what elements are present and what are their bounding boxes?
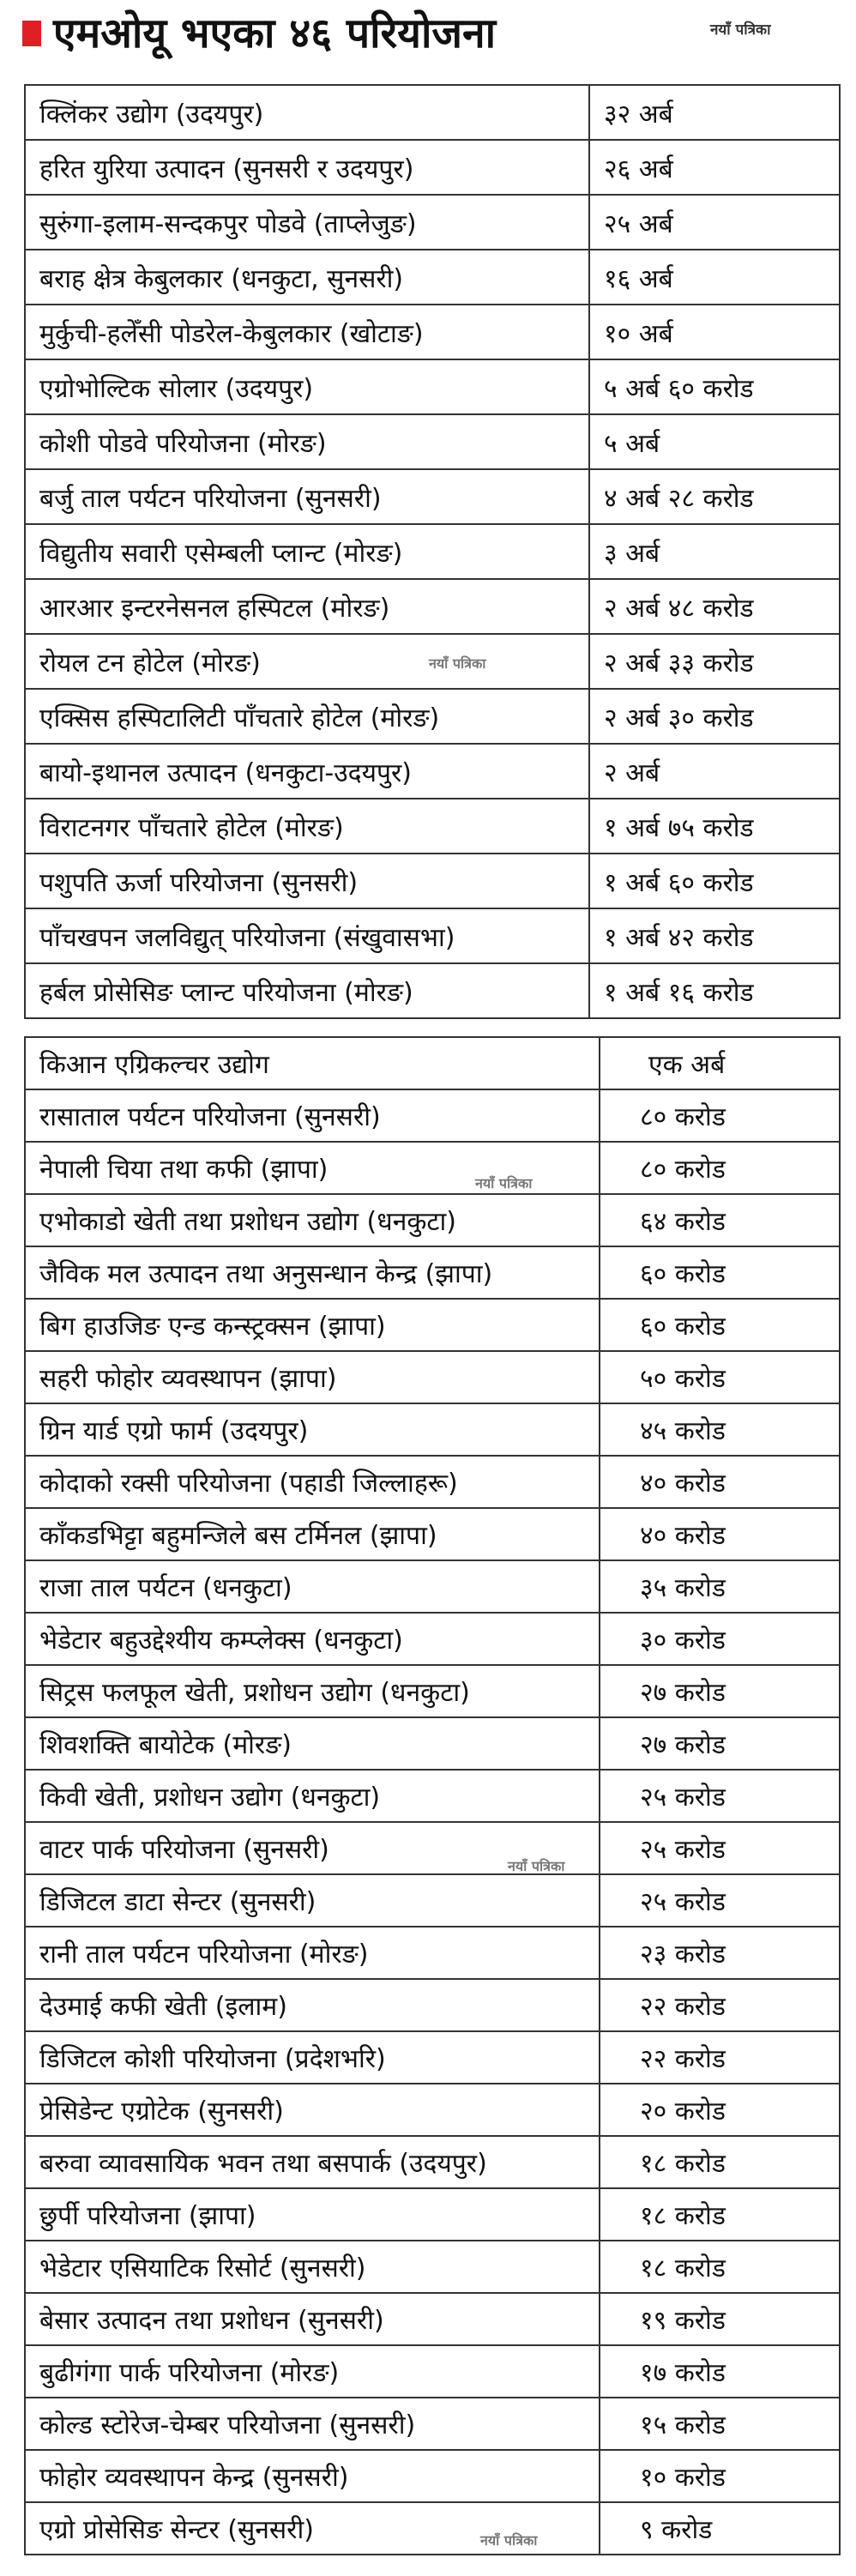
project-name-cell: विद्युतीय सवारी एसेम्बली प्लान्ट (मोरङ) <box>25 524 589 579</box>
table-row <box>25 2502 840 2555</box>
table-row <box>25 2084 840 2136</box>
page-title: एमओयू भएका ४६ परियोजना <box>53 9 497 57</box>
table-row <box>25 799 840 854</box>
project-name-cell: सहरी फोहोर व्यवस्थापन (झापा) <box>25 1351 600 1403</box>
project-name-cell: जैविक मल उत्पादन तथा अनुसन्धान केन्द्र (झापा) <box>25 1246 600 1299</box>
investment-amount-cell: ४५ करोड <box>600 1403 840 1456</box>
project-name-cell: सुरुंगा-इलाम-सन्दकपुर पोडवे (ताप्लेजुङ) <box>25 195 589 250</box>
investment-amount-cell: ६४ करोड <box>600 1194 840 1246</box>
project-name-cell: राजा ताल पर्यटन (धनकुटा) <box>25 1560 600 1613</box>
table-row <box>25 1665 840 1717</box>
project-name-cell: भेडेटार एसियाटिक रिसोर्ट (सुनसरी) <box>25 2241 600 2293</box>
table-row <box>25 250 840 305</box>
investment-amount-cell: १ अर्ब ४२ करोड <box>589 908 840 963</box>
investment-amount-cell: २५ करोड <box>600 1874 840 1927</box>
table-row <box>25 1613 840 1665</box>
investment-amount-cell: ४० करोड <box>600 1456 840 1508</box>
project-name-cell: हरित युरिया उत्पादन (सुनसरी र उदयपुर) <box>25 140 589 195</box>
table-row <box>25 744 840 799</box>
investment-amount-cell: २७ करोड <box>600 1717 840 1770</box>
investment-amount-cell: ५ अर्ब ६० करोड <box>589 359 840 414</box>
investment-amount-cell: १ अर्ब ७५ करोड <box>589 799 840 854</box>
project-name-cell: बायो-इथानल उत्पादन (धनकुटा-उदयपुर) <box>25 744 589 799</box>
table-row <box>25 359 840 414</box>
project-name-cell: एग्रो प्रोसेसिङ सेन्टर (सुनसरी) <box>25 2502 600 2555</box>
investment-amount-cell: २२ करोड <box>600 2031 840 2084</box>
project-name-cell: कोल्ड स्टोरेज-चेम्बर परियोजना (सुनसरी) <box>25 2398 600 2450</box>
table-row <box>25 908 840 963</box>
table-row <box>25 963 840 1018</box>
investment-amount-cell: १५ करोड <box>600 2398 840 2450</box>
table-row <box>25 2188 840 2241</box>
investment-amount-cell: २० करोड <box>600 2084 840 2136</box>
project-name-cell: बरुवा व्यावसायिक भवन तथा बसपार्क (उदयपुर) <box>25 2136 600 2188</box>
watermark: नयाँ पत्रिका <box>475 1175 533 1191</box>
investment-amount-cell: २ अर्ब ३० करोड <box>589 689 840 744</box>
table-row <box>25 689 840 744</box>
table-row <box>25 1927 840 1979</box>
project-name-cell: शिवशक्ति बायोटेक (मोरङ) <box>25 1717 600 1770</box>
watermark: नयाँ पत्रिका <box>429 655 486 672</box>
project-name-cell: कोदाको रक्सी परियोजना (पहाडी जिल्लाहरू) <box>25 1456 600 1508</box>
project-name-cell: बेसार उत्पादन तथा प्रशोधन (सुनसरी) <box>25 2293 600 2345</box>
project-name-cell: भेडेटार बहुउद्देश्यीय कम्प्लेक्स (धनकुटा) <box>25 1613 600 1665</box>
table-row <box>25 2450 840 2502</box>
project-name-cell: देउमाई कफी खेती (इलाम) <box>25 1979 600 2031</box>
investment-amount-cell: २२ करोड <box>600 1979 840 2031</box>
investment-amount-cell: १८ करोड <box>600 2136 840 2188</box>
table-row <box>25 1508 840 1560</box>
table-row <box>25 195 840 250</box>
table-row <box>25 1770 840 1822</box>
project-name-cell: आरआर इन्टरनेसनल हस्पिटल (मोरङ) <box>25 579 589 634</box>
project-name-cell: प्रेसिडेन्ट एग्रोटेक (सुनसरी) <box>25 2084 600 2136</box>
table-row <box>25 85 840 140</box>
investment-amount-cell: १० करोड <box>600 2450 840 2502</box>
investment-amount-cell: ५ अर्ब <box>589 414 840 469</box>
watermark: नयाँ पत्रिका <box>480 2532 538 2549</box>
table-row <box>25 1194 840 1246</box>
projects-table-crore <box>24 1036 841 2555</box>
project-name-cell: एग्रोभोल्टिक सोलार (उदयपुर) <box>25 359 589 414</box>
project-name-cell: सिट्रस फलफूल खेती, प्रशोधन उद्योग (धनकुटा) <box>25 1665 600 1717</box>
project-name-cell: बर्जु ताल पर्यटन परियोजना (सुनसरी) <box>25 469 589 524</box>
table-row <box>25 1351 840 1403</box>
table-row <box>25 1456 840 1508</box>
project-name-cell: किआन एग्रिकल्चर उद्योग <box>25 1037 600 1089</box>
project-name-cell: पशुपति ऊर्जा परियोजना (सुनसरी) <box>25 854 589 908</box>
header <box>0 0 856 67</box>
project-name-cell: रासाताल पर्यटन परियोजना (सुनसरी) <box>25 1089 600 1142</box>
investment-amount-cell: ८० करोड <box>600 1142 840 1194</box>
investment-amount-cell: २७ करोड <box>600 1665 840 1717</box>
investment-amount-cell: २५ अर्ब <box>589 195 840 250</box>
project-name-cell: एक्सिस हस्पिटालिटी पाँचतारे होटेल (मोरङ) <box>25 689 589 744</box>
investment-amount-cell: १८ करोड <box>600 2188 840 2241</box>
investment-amount-cell: ८० करोड <box>600 1089 840 1142</box>
investment-amount-cell: ३ अर्ब <box>589 524 840 579</box>
investment-amount-cell: ३० करोड <box>600 1613 840 1665</box>
table-row <box>25 414 840 469</box>
table-row <box>25 2136 840 2188</box>
project-name-cell: छुर्पी परियोजना (झापा) <box>25 2188 600 2241</box>
project-name-cell: डिजिटल कोशी परियोजना (प्रदेशभरि) <box>25 2031 600 2084</box>
project-name-cell: हर्बल प्रोसेसिङ प्लान्ट परियोजना (मोरङ) <box>25 963 589 1018</box>
projects-table-billion <box>24 84 841 1019</box>
investment-amount-cell: १६ अर्ब <box>589 250 840 305</box>
investment-amount-cell: २५ करोड <box>600 1822 840 1874</box>
table-row <box>25 2241 840 2293</box>
investment-amount-cell: २ अर्ब <box>589 744 840 799</box>
project-name-cell: डिजिटल डाटा सेन्टर (सुनसरी) <box>25 1874 600 1927</box>
investment-amount-cell: १७ करोड <box>600 2345 840 2398</box>
investment-amount-cell: २६ अर्ब <box>589 140 840 195</box>
table-row <box>25 1979 840 2031</box>
investment-amount-cell: ३२ अर्ब <box>589 85 840 140</box>
investment-amount-cell: १८ करोड <box>600 2241 840 2293</box>
project-name-cell: एभोकाडो खेती तथा प्रशोधन उद्योग (धनकुटा) <box>25 1194 600 1246</box>
newspaper-logo: नयाँ पत्रिका <box>710 21 771 39</box>
table-row <box>25 524 840 579</box>
investment-amount-cell: ५० करोड <box>600 1351 840 1403</box>
project-name-cell: काँकडभिट्टा बहुमन्जिले बस टर्मिनल (झापा) <box>25 1508 600 1560</box>
project-name-cell: क्लिंकर उद्योग (उदयपुर) <box>25 85 589 140</box>
table-row <box>25 2398 840 2450</box>
project-name-cell: पाँचखपन जलविद्युत् परियोजना (संखुवासभा) <box>25 908 589 963</box>
investment-amount-cell: १९ करोड <box>600 2293 840 2345</box>
table-row <box>25 1874 840 1927</box>
project-name-cell: नेपाली चिया तथा कफी (झापा) <box>25 1142 600 1194</box>
project-name-cell: रोयल टन होटेल (मोरङ) <box>25 634 589 689</box>
project-name-cell: विराटनगर पाँचतारे होटेल (मोरङ) <box>25 799 589 854</box>
watermark: नयाँ पत्रिका <box>508 1858 565 1874</box>
project-name-cell: बिग हाउजिङ एन्ड कन्स्ट्रक्सन (झापा) <box>25 1299 600 1351</box>
table-row <box>25 305 840 359</box>
table-row <box>25 469 840 524</box>
table-row <box>25 1142 840 1194</box>
project-name-cell: वाटर पार्क परियोजना (सुनसरी) <box>25 1822 600 1874</box>
investment-amount-cell: १ अर्ब १६ करोड <box>589 963 840 1018</box>
table-row <box>25 1246 840 1299</box>
table-row <box>25 1403 840 1456</box>
table-row <box>25 1089 840 1142</box>
project-name-cell: मुर्कुची-हलेँसी पोडरेल-केबुलकार (खोटाङ) <box>25 305 589 359</box>
red-square-marker <box>22 21 41 46</box>
investment-amount-cell: ६० करोड <box>600 1299 840 1351</box>
project-name-cell: फोहोर व्यवस्थापन केन्द्र (सुनसरी) <box>25 2450 600 2502</box>
investment-amount-cell: ३५ करोड <box>600 1560 840 1613</box>
table-row <box>25 854 840 908</box>
project-name-cell: ग्रिन यार्ड एग्रो फार्म (उदयपुर) <box>25 1403 600 1456</box>
investment-amount-cell: एक अर्ब <box>600 1037 840 1089</box>
project-name-cell: बराह क्षेत्र केबुलकार (धनकुटा, सुनसरी) <box>25 250 589 305</box>
investment-amount-cell: ६० करोड <box>600 1246 840 1299</box>
table-row <box>25 1560 840 1613</box>
table-row <box>25 140 840 195</box>
investment-amount-cell: ४ अर्ब २८ करोड <box>589 469 840 524</box>
table-row <box>25 1299 840 1351</box>
investment-amount-cell: १ अर्ब ६० करोड <box>589 854 840 908</box>
table-row <box>25 2031 840 2084</box>
table-row <box>25 1717 840 1770</box>
investment-amount-cell: २३ करोड <box>600 1927 840 1979</box>
project-name-cell: कोशी पोडवे परियोजना (मोरङ) <box>25 414 589 469</box>
investment-amount-cell: १० अर्ब <box>589 305 840 359</box>
project-name-cell: रानी ताल पर्यटन परियोजना (मोरङ) <box>25 1927 600 1979</box>
table-row <box>25 1037 840 1089</box>
investment-amount-cell: २ अर्ब ४८ करोड <box>589 579 840 634</box>
table-row <box>25 579 840 634</box>
table-row <box>25 2293 840 2345</box>
investment-amount-cell: ९ करोड <box>600 2502 840 2555</box>
investment-amount-cell: २५ करोड <box>600 1770 840 1822</box>
table-row <box>25 1822 840 1874</box>
table-row <box>25 2345 840 2398</box>
investment-amount-cell: ४० करोड <box>600 1508 840 1560</box>
investment-amount-cell: २ अर्ब ३३ करोड <box>589 634 840 689</box>
project-name-cell: बुढीगंगा पार्क परियोजना (मोरङ) <box>25 2345 600 2398</box>
project-name-cell: किवी खेती, प्रशोधन उद्योग (धनकुटा) <box>25 1770 600 1822</box>
